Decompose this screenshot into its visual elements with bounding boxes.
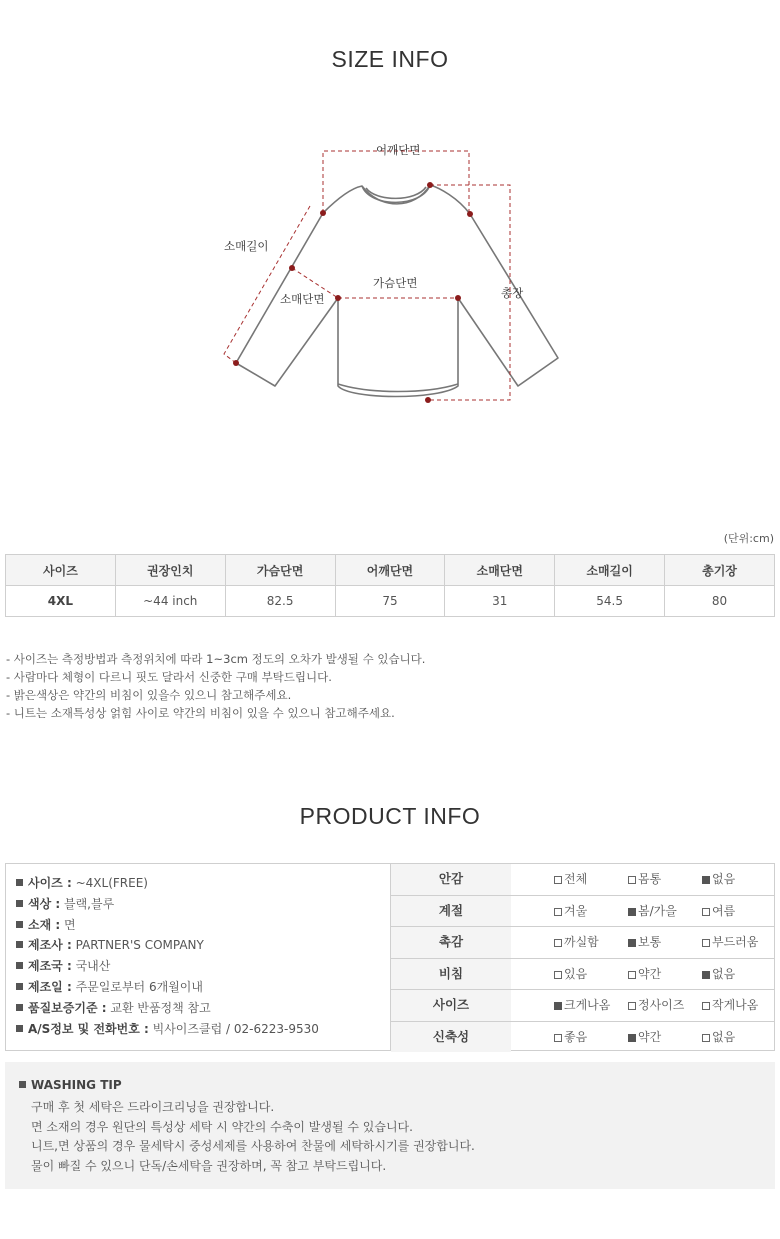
checked-box-icon [628,1034,636,1042]
bullet-icon [16,941,23,948]
col-inch: 권장인치 [115,555,225,586]
property-option [702,959,735,990]
checked-box-icon [628,939,636,947]
property-row [391,927,774,959]
option-label: 정사이즈 [638,998,685,1012]
washing-line: 니트,면 상품의 경우 물세탁시 중성세제를 사용하여 찬물에 세탁하시기를 권장합니다. [31,1139,475,1153]
property-name: 사이즈 [391,990,511,1021]
size-diagram [200,138,580,418]
property-option [628,1022,661,1053]
unchecked-box-icon [554,971,562,979]
bullet-icon [16,1004,23,1011]
option-label: 약간 [638,966,662,981]
note-line: - 사람마다 체형이 다르니 핏도 달라서 신중한 구매 부탁드립니다. [6,670,332,684]
property-option [554,927,599,958]
property-name: 비침 [391,959,511,990]
detail-item: 색상 : 블랙,블루 [16,894,390,915]
bullet-icon [16,879,23,886]
checked-box-icon [702,971,710,979]
col-sleeve-width: 소매단면 [445,555,555,586]
property-name: 신축성 [391,1022,511,1053]
unchecked-box-icon [554,1034,562,1042]
unchecked-box-icon [554,908,562,916]
col-total-length: 총기장 [665,555,775,586]
note-line: - 밝은색상은 약간의 비침이 있을수 있으니 참고해주세요. [6,688,292,702]
property-option [702,990,758,1021]
property-option [628,864,661,895]
option-label: 보통 [638,935,662,949]
product-info-title: PRODUCT INFO [299,803,481,829]
option-label: 부드러움 [712,935,759,949]
cell-chest: 82.5 [225,586,335,617]
property-option [702,927,758,958]
checked-box-icon [702,876,710,884]
unchecked-box-icon [554,876,562,884]
unchecked-box-icon [702,939,710,947]
property-name: 안감 [391,864,511,895]
detail-item: 제조국 : 국내산 [16,956,390,977]
property-option [628,896,677,927]
property-option [554,990,610,1021]
option-label: 없음 [712,1029,736,1044]
cell-inch: ~44 inch [115,586,225,617]
option-label: 몸통 [638,872,662,886]
property-option [554,864,587,895]
unchecked-box-icon [554,939,562,947]
unchecked-box-icon [702,1034,710,1042]
property-option [554,1022,587,1053]
cell-size: 4XL [6,586,116,617]
option-label: 없음 [712,966,736,981]
option-label: 약간 [638,1029,662,1044]
washing-tip-lines [31,1098,475,1176]
washing-line: 면 소재의 경우 원단의 특성상 세탁 시 약간의 수축이 발생될 수 있습니다. [31,1119,413,1134]
property-name: 계절 [391,896,511,927]
option-label: 크게나옴 [564,998,611,1012]
unchecked-box-icon [628,1002,636,1010]
option-label: 있음 [564,966,588,981]
col-shoulder: 어깨단면 [335,555,445,586]
option-label: 봄/가을 [638,903,677,918]
property-option [702,864,735,895]
property-row [391,1022,774,1053]
washing-tip-title: WASHING TIP [19,1078,122,1092]
option-label: 없음 [712,872,736,886]
label-sleeve-length: 소매길이 [224,239,269,253]
option-label: 좋음 [564,1029,588,1044]
property-option [554,896,587,927]
detail-item: 소재 : 면 [16,915,390,936]
property-option [628,959,661,990]
cell-sleeve-width: 31 [445,586,555,617]
size-info-title: SIZE INFO [331,46,449,72]
unchecked-box-icon [628,971,636,979]
property-row [391,959,774,991]
col-sleeve-length: 소매길이 [555,555,665,586]
label-total-length: 총장 [501,286,524,300]
product-info-box [5,863,775,1051]
detail-item: 사이즈 : ~4XL(FREE) [16,873,390,894]
option-label: 작게나옴 [712,998,759,1012]
label-shoulder: 어깨단면 [376,143,421,157]
checked-box-icon [628,908,636,916]
washing-line: 구매 후 첫 세탁은 드라이크리닝을 권장합니다. [31,1100,275,1114]
washing-line: 물이 빠질 수 있으니 단독/손세탁을 권장하며, 꼭 참고 부탁드립니다. [31,1158,387,1173]
unchecked-box-icon [702,1002,710,1010]
property-option [628,927,661,958]
cell-shoulder: 75 [335,586,445,617]
size-table-header [6,555,775,586]
property-option [702,896,735,927]
col-chest: 가슴단면 [225,555,335,586]
option-label: 전체 [564,872,588,886]
product-properties [391,864,774,1052]
option-label: 까실함 [564,935,599,949]
property-row [391,864,774,896]
property-row [391,990,774,1022]
label-sleeve-width: 소매단면 [280,292,325,306]
bullet-icon [16,962,23,969]
size-notes [6,650,425,722]
measure-points [233,182,473,403]
unit-label: (단위:cm) [723,532,774,545]
washing-tip-box [5,1062,775,1189]
property-option [554,959,587,990]
detail-item: 제조사 : PARTNER'S COMPANY [16,935,390,956]
bullet-icon [16,983,23,990]
label-chest: 가슴단면 [373,276,418,290]
property-option [628,990,684,1021]
property-name: 촉감 [391,927,511,958]
cell-total-length: 80 [665,586,775,617]
detail-item: A/S정보 및 전화번호 : 빅사이즈클럽 / 02-6223-9530 [16,1019,390,1040]
property-option [702,1022,735,1053]
bullet-icon [19,1081,26,1088]
bullet-icon [16,900,23,907]
bullet-icon [16,921,23,928]
note-line: - 니트는 소재특성상 얽힘 사이로 약간의 비침이 있을 수 있으니 참고해주세요. [6,706,395,720]
cell-sleeve-length: 54.5 [555,586,665,617]
col-size: 사이즈 [6,555,116,586]
note-line: - 사이즈는 측정방법과 측정위치에 따라 1~3cm 정도의 오차가 발생될 수 있습니다. [6,652,426,666]
bullet-icon [16,1025,23,1032]
option-label: 여름 [712,903,736,918]
detail-item: 품질보증기준 : 교환 반품정책 참고 [16,998,390,1019]
product-details [6,864,391,1050]
size-table [5,554,775,617]
table-row [6,586,775,617]
unchecked-box-icon [702,908,710,916]
property-row [391,896,774,928]
option-label: 겨울 [564,903,588,918]
detail-item: 제조일 : 주문일로부터 6개월이내 [16,977,390,998]
checked-box-icon [554,1002,562,1010]
unchecked-box-icon [628,876,636,884]
